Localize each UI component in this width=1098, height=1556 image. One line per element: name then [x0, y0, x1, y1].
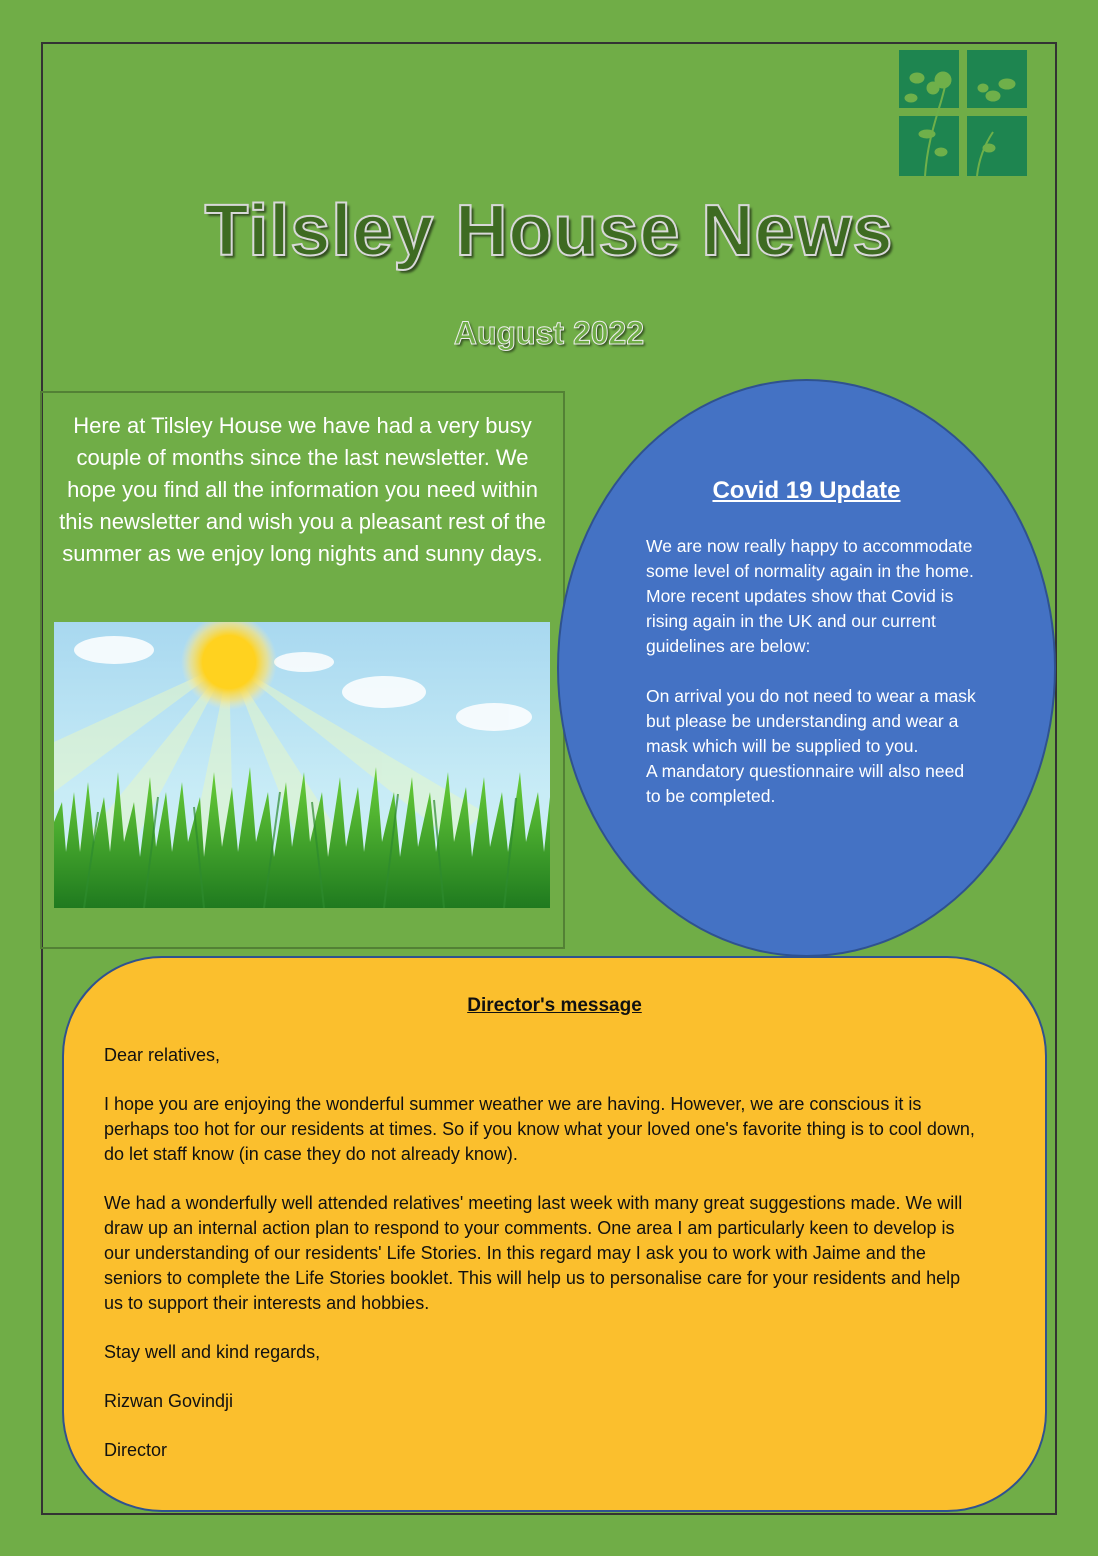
sun-and-grass-illustration-icon — [54, 622, 550, 908]
covid-paragraph: We are now really happy to accommodate some level of normality again in the home. — [646, 536, 974, 581]
newsletter-date: August 2022 — [453, 315, 645, 351]
covid-update-body — [646, 534, 976, 809]
director-greeting: Dear relatives, — [104, 1045, 221, 1065]
director-name: Rizwan Govindji — [104, 1391, 234, 1411]
covid-paragraph: More recent updates show that Covid is rising again in the UK and our current guidelines are below: — [646, 586, 954, 656]
covid-paragraph: On arrival you do not need to wear a mask but please be understanding and wear a mask which will be supplied to you. — [646, 686, 976, 756]
director-role: Director — [104, 1440, 168, 1460]
director-paragraph: I hope you are enjoying the wonderful summer weather we are having. However, we are conscious it is perhaps too hot for our residents at times. So if you know what your loved one's favorite thing is to cool down, do let staff know (in case they do not already know). — [104, 1094, 975, 1164]
newsletter-title: Tilsley House News — [204, 191, 894, 271]
covid-paragraph: A mandatory questionnaire will also need to be completed. — [646, 761, 965, 806]
director-message-title: Director's message — [467, 995, 642, 1016]
director-paragraph: We had a wonderfully well attended relatives' meeting last week with many great suggestions made. We will draw up an internal action plan to respond to your comments. One area I am particularly keen to develop is our understanding of our residents' Life Stories. In this regard may I ask you to work with Jaime and the seniors to complete the Life Stories booklet. This will help us to personalise care for your residents and help us to support their interests and hobbies. — [104, 1193, 963, 1313]
director-closing: Stay well and kind regards, — [104, 1342, 321, 1362]
flower-window-logo-icon — [897, 48, 1029, 178]
director-message-body — [104, 1043, 984, 1487]
intro-text: Here at Tilsley House we have had a very busy couple of months since the last newsletter. We hope you find all the information you need within this newsletter and wish you a pleasant rest of the summer as we enjoy long nights and sunny days. — [59, 413, 546, 566]
covid-update-title: Covid 19 Update — [712, 477, 901, 504]
